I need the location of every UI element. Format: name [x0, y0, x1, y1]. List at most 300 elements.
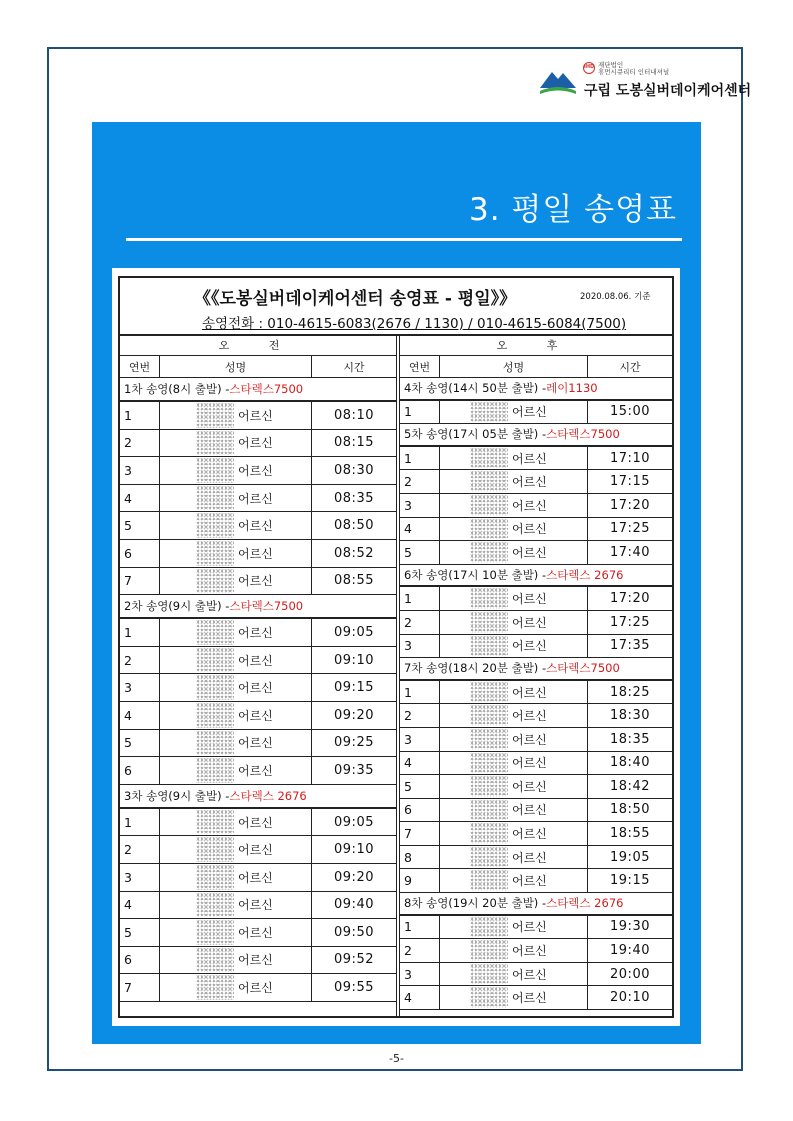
- trip-title: [400, 424, 672, 447]
- row-honorific: 어르신: [238, 519, 273, 534]
- redacted-name: [470, 448, 508, 469]
- row-time: 15:00: [610, 404, 650, 420]
- row-number: 3: [400, 635, 440, 658]
- table-row: [400, 470, 672, 494]
- row-honorific: 어르신: [238, 763, 273, 778]
- row-honorific: 어르신: [512, 615, 547, 630]
- row-honorific: 어르신: [238, 653, 273, 668]
- redacted-name: [196, 893, 234, 918]
- trip-departure: 6차 송영(17시 10분 출발) -: [404, 568, 547, 583]
- row-name: [440, 401, 588, 424]
- redacted-name: [196, 758, 234, 783]
- schedule-document: [118, 276, 674, 1018]
- row-number: 9: [400, 869, 440, 892]
- row-honorific: 어르신: [512, 967, 547, 982]
- redacted-name: [470, 612, 508, 633]
- trip-title: [400, 565, 672, 588]
- redacted-name: [470, 940, 508, 961]
- table-row: [120, 947, 396, 975]
- table-row: [400, 986, 672, 1010]
- row-time: 20:00: [610, 966, 650, 982]
- redacted-name: [196, 486, 234, 511]
- table-header: [400, 356, 672, 378]
- row-time: 17:35: [610, 638, 650, 654]
- row-time: 09:05: [334, 814, 374, 830]
- row-number: 1: [400, 447, 440, 470]
- row-honorific: 어르신: [512, 944, 547, 959]
- center-logo: [538, 61, 752, 100]
- trip-vehicle: 스타렉스7500: [546, 427, 620, 442]
- table-row: [120, 540, 396, 568]
- trip-departure: 2차 송영(9시 출발) -: [124, 599, 230, 614]
- table-row: [120, 974, 396, 1002]
- table-row: [120, 674, 396, 702]
- row-honorific: 어르신: [512, 498, 547, 513]
- row-honorific: 어르신: [238, 491, 273, 506]
- contact-phone: 송영전화 : 010-4615-6083(2676 / 1130) / 010-4615-6084(7500): [202, 316, 627, 332]
- row-number: 4: [120, 702, 160, 729]
- row-number: 2: [400, 939, 440, 962]
- row-time: 18:30: [610, 708, 650, 724]
- redacted-name: [470, 588, 508, 609]
- redacted-name: [470, 495, 508, 516]
- row-honorific: 어르신: [512, 779, 547, 794]
- row-name: [440, 846, 588, 869]
- row-number: 1: [400, 587, 440, 610]
- row-name: [440, 869, 588, 892]
- trip-vehicle: 스타렉스7500: [229, 599, 304, 614]
- row-number: 1: [400, 401, 440, 424]
- col-header-no: 연번: [400, 356, 440, 377]
- trip-title: [120, 378, 396, 402]
- table-header: [120, 356, 396, 378]
- row-name: [440, 799, 588, 822]
- row-number: 2: [400, 704, 440, 727]
- row-name: [160, 892, 312, 919]
- row-name: [160, 864, 312, 891]
- redacted-name: [196, 810, 234, 835]
- trip-vehicle: 스타렉스 2676: [546, 568, 624, 583]
- table-row: [400, 963, 672, 987]
- trip-vehicle: 레이1130: [546, 381, 598, 396]
- table-row: [120, 430, 396, 458]
- row-name: [160, 809, 312, 836]
- table-row: [120, 919, 396, 947]
- row-name: [440, 775, 588, 798]
- row-name: [440, 939, 588, 962]
- row-name: [160, 647, 312, 674]
- row-time: 17:15: [610, 474, 650, 490]
- row-name: [440, 587, 588, 610]
- row-honorific: 어르신: [238, 815, 273, 830]
- redacted-name: [196, 620, 234, 645]
- center-name: 구립 도봉실버데이케어센터: [584, 83, 752, 99]
- row-time: 19:15: [610, 873, 650, 889]
- redacted-name: [196, 703, 234, 728]
- redacted-name: [196, 975, 234, 1000]
- row-number: 7: [120, 568, 160, 595]
- row-number: 5: [400, 775, 440, 798]
- row-name: [440, 681, 588, 704]
- row-honorific: 어르신: [238, 898, 273, 913]
- row-honorific: 어르신: [512, 451, 547, 466]
- row-time: 09:15: [334, 680, 374, 696]
- row-name: [160, 836, 312, 863]
- row-name: [440, 518, 588, 541]
- trip-vehicle: 스타렉스7500: [546, 661, 620, 676]
- redacted-name: [196, 648, 234, 673]
- row-name: [440, 447, 588, 470]
- row-honorific: 어르신: [238, 870, 273, 885]
- row-name: [160, 619, 312, 646]
- redacted-name: [470, 753, 508, 774]
- row-time: 19:40: [610, 943, 650, 959]
- redacted-name: [196, 569, 234, 594]
- redacted-name: [196, 865, 234, 890]
- row-time: 09:10: [334, 652, 374, 668]
- row-honorific: 어르신: [512, 874, 547, 889]
- table-row: [120, 809, 396, 837]
- title-underline: [126, 238, 682, 241]
- redacted-name: [470, 870, 508, 891]
- row-number: 1: [120, 619, 160, 646]
- row-time: 20:10: [610, 990, 650, 1006]
- row-honorific: 어르신: [512, 709, 547, 724]
- redacted-name: [470, 964, 508, 985]
- row-time: 18:50: [610, 802, 650, 818]
- table-row: [120, 619, 396, 647]
- row-name: [440, 822, 588, 845]
- page-number: -5-: [389, 1052, 404, 1065]
- table-row: [400, 939, 672, 963]
- row-time: 18:42: [610, 778, 650, 794]
- row-time: 08:30: [334, 462, 374, 478]
- row-number: 6: [400, 799, 440, 822]
- trip-title: [400, 378, 672, 401]
- table-row: [120, 864, 396, 892]
- table-row: [400, 681, 672, 705]
- document-title: 《《도봉실버데이케어센터 송영표 - 평일》》: [194, 289, 517, 309]
- row-honorific: 어르신: [512, 685, 547, 700]
- row-honorific: 어르신: [238, 436, 273, 451]
- row-time: 08:15: [334, 435, 374, 451]
- row-time: 18:40: [610, 755, 650, 771]
- row-number: 5: [120, 512, 160, 539]
- row-time: 09:55: [334, 980, 374, 996]
- redacted-name: [470, 402, 508, 423]
- row-honorific: 어르신: [238, 708, 273, 723]
- redacted-name: [196, 541, 234, 566]
- redacted-name: [196, 431, 234, 456]
- row-time: 18:25: [610, 684, 650, 700]
- col-header-no: 연번: [120, 356, 160, 377]
- period-label: 오 전: [120, 334, 396, 356]
- row-number: 8: [400, 846, 440, 869]
- row-number: 3: [120, 864, 160, 891]
- row-number: 2: [120, 647, 160, 674]
- trip-title: [120, 785, 396, 809]
- table-row: [120, 485, 396, 513]
- row-honorific: 어르신: [512, 545, 547, 560]
- row-honorific: 어르신: [512, 639, 547, 654]
- row-name: [440, 963, 588, 986]
- row-time: 18:55: [610, 826, 650, 842]
- row-time: 08:35: [334, 490, 374, 506]
- row-number: 3: [400, 963, 440, 986]
- row-name: [160, 674, 312, 701]
- trip-departure: 7차 송영(18시 20분 출발) -: [404, 661, 547, 676]
- redacted-name: [196, 948, 234, 973]
- row-number: 3: [120, 674, 160, 701]
- afternoon-schedule: [400, 334, 672, 1010]
- table-row: [400, 752, 672, 776]
- row-time: 17:40: [610, 544, 650, 560]
- row-honorific: 어르신: [512, 475, 547, 490]
- page-title: 3. 평일 송영표: [468, 192, 677, 228]
- redacted-name: [196, 458, 234, 483]
- redacted-name: [196, 403, 234, 428]
- redacted-name: [470, 823, 508, 844]
- row-number: 5: [120, 919, 160, 946]
- table-row: [120, 730, 396, 758]
- row-name: [160, 757, 312, 784]
- redacted-name: [470, 471, 508, 492]
- row-name: [160, 402, 312, 429]
- row-name: [160, 919, 312, 946]
- row-number: 4: [400, 986, 440, 1009]
- table-row: [400, 822, 672, 846]
- row-number: 6: [120, 947, 160, 974]
- row-name: [160, 457, 312, 484]
- row-number: 3: [120, 457, 160, 484]
- table-row: [400, 799, 672, 823]
- row-name: [160, 540, 312, 567]
- row-number: 4: [400, 752, 440, 775]
- row-name: [440, 494, 588, 517]
- row-time: 09:05: [334, 624, 374, 640]
- row-number: 2: [120, 430, 160, 457]
- row-number: 2: [120, 836, 160, 863]
- row-honorific: 어르신: [238, 925, 273, 940]
- row-name: [440, 470, 588, 493]
- trip-departure: 4차 송영(14시 50분 출발) -: [404, 381, 547, 396]
- table-row: [400, 775, 672, 799]
- row-name: [160, 485, 312, 512]
- redacted-name: [470, 682, 508, 703]
- redacted-name: [470, 636, 508, 657]
- table-row: [400, 541, 672, 565]
- row-number: 1: [120, 402, 160, 429]
- row-time: 18:35: [610, 731, 650, 747]
- row-time: 19:05: [610, 849, 650, 865]
- row-name: [160, 730, 312, 757]
- row-number: 5: [120, 730, 160, 757]
- row-honorific: 어르신: [512, 827, 547, 842]
- row-honorific: 어르신: [238, 463, 273, 478]
- row-number: 5: [400, 541, 440, 564]
- table-row: [120, 892, 396, 920]
- row-time: 09:50: [334, 924, 374, 940]
- row-number: 2: [400, 611, 440, 634]
- row-honorific: 어르신: [238, 736, 273, 751]
- row-honorific: 어르신: [512, 803, 547, 818]
- row-time: 08:50: [334, 518, 374, 534]
- row-honorific: 어르신: [512, 592, 547, 607]
- redacted-name: [470, 800, 508, 821]
- redacted-name: [470, 705, 508, 726]
- badge-icon: IHD: [583, 62, 595, 74]
- row-honorific: 어르신: [238, 574, 273, 589]
- trip-departure: 5차 송영(17시 05분 출발) -: [404, 427, 547, 442]
- period-label: 오 후: [400, 334, 672, 356]
- redacted-name: [196, 837, 234, 862]
- morning-schedule: [120, 334, 396, 1002]
- col-header-time: 시간: [343, 360, 365, 374]
- redacted-name: [470, 847, 508, 868]
- row-time: 17:20: [610, 591, 650, 607]
- table-row: [120, 702, 396, 730]
- row-name: [440, 728, 588, 751]
- row-name: [440, 635, 588, 658]
- row-time: 08:52: [334, 545, 374, 561]
- table-row: [120, 512, 396, 540]
- redacted-name: [196, 920, 234, 945]
- row-number: 4: [400, 518, 440, 541]
- schedule-sheet: [112, 268, 680, 1026]
- row-honorific: 어르신: [238, 843, 273, 858]
- row-honorific: 어르신: [512, 756, 547, 771]
- org-name: 재단법인 휴먼시큐리티 인터내셔널: [598, 61, 670, 76]
- table-row: [120, 402, 396, 430]
- trip-title: [400, 893, 672, 916]
- row-number: 7: [120, 974, 160, 1001]
- redacted-name: [196, 731, 234, 756]
- row-number: 1: [400, 681, 440, 704]
- row-time: 09:52: [334, 952, 374, 968]
- redacted-name: [470, 519, 508, 540]
- table-row: [400, 587, 672, 611]
- table-row: [120, 568, 396, 596]
- table-row: [120, 836, 396, 864]
- col-header-name: 성명: [160, 356, 312, 377]
- row-honorific: 어르신: [512, 920, 547, 935]
- table-row: [400, 401, 672, 425]
- table-row: [400, 611, 672, 635]
- redacted-name: [196, 513, 234, 538]
- row-time: 09:20: [334, 869, 374, 885]
- trip-departure: 8차 송영(19시 20분 출발) -: [404, 896, 547, 911]
- row-time: 17:10: [610, 450, 650, 466]
- col-header-time: 시간: [619, 360, 641, 374]
- table-row: [400, 869, 672, 893]
- row-number: 7: [400, 822, 440, 845]
- row-name: [440, 916, 588, 939]
- trip-departure: 1차 송영(8시 출발) -: [124, 382, 230, 396]
- row-honorific: 어르신: [238, 546, 273, 561]
- row-time: 08:55: [334, 573, 374, 589]
- table-row: [120, 757, 396, 785]
- redacted-name: [196, 675, 234, 700]
- row-name: [160, 512, 312, 539]
- row-time: 09:10: [334, 842, 374, 858]
- table-row: [400, 494, 672, 518]
- row-honorific: 어르신: [512, 405, 547, 420]
- row-time: 09:40: [334, 897, 374, 913]
- table-row: [400, 447, 672, 471]
- row-honorific: 어르신: [238, 681, 273, 696]
- row-time: 17:25: [610, 614, 650, 630]
- row-honorific: 어르신: [512, 991, 547, 1006]
- table-row: [120, 457, 396, 485]
- row-honorific: 어르신: [512, 522, 547, 537]
- row-name: [440, 611, 588, 634]
- row-name: [440, 704, 588, 727]
- row-time: 17:25: [610, 521, 650, 537]
- row-number: 3: [400, 494, 440, 517]
- row-name: [160, 947, 312, 974]
- row-number: 1: [400, 916, 440, 939]
- row-number: 6: [120, 540, 160, 567]
- redacted-name: [470, 917, 508, 938]
- table-row: [400, 916, 672, 940]
- row-honorific: 어르신: [238, 981, 273, 996]
- trip-vehicle: 스타렉스7500: [229, 382, 304, 396]
- col-header-name: 성명: [440, 356, 588, 377]
- document-date: 2020.08.06. 기준: [580, 292, 651, 302]
- table-row: [400, 635, 672, 659]
- redacted-name: [470, 776, 508, 797]
- row-time: 19:30: [610, 919, 650, 935]
- trip-vehicle: 스타렉스 2676: [546, 896, 624, 911]
- row-time: 09:25: [334, 735, 374, 751]
- row-name: [160, 974, 312, 1001]
- row-honorific: 어르신: [512, 850, 547, 865]
- table-row: [400, 518, 672, 542]
- trip-title: [400, 658, 672, 681]
- document-header: [120, 278, 672, 336]
- trip-departure: 3차 송영(9시 출발) -: [124, 788, 230, 803]
- redacted-name: [470, 542, 508, 563]
- row-number: 2: [400, 470, 440, 493]
- trip-vehicle: 스타렉스 2676: [229, 788, 307, 803]
- redacted-name: [470, 987, 508, 1008]
- mountain-logo-icon: [538, 64, 578, 96]
- table-row: [120, 647, 396, 675]
- table-row: [400, 704, 672, 728]
- row-number: 4: [120, 485, 160, 512]
- row-name: [160, 430, 312, 457]
- row-honorific: 어르신: [512, 732, 547, 747]
- row-time: 09:35: [334, 762, 374, 778]
- row-number: 6: [120, 757, 160, 784]
- row-honorific: 어르신: [238, 953, 273, 968]
- row-honorific: 어르신: [238, 408, 273, 423]
- row-time: 08:10: [334, 407, 374, 423]
- row-honorific: 어르신: [238, 625, 273, 640]
- row-time: 17:20: [610, 497, 650, 513]
- row-name: [440, 752, 588, 775]
- redacted-name: [470, 729, 508, 750]
- table-row: [400, 728, 672, 752]
- trip-title: [120, 595, 396, 619]
- row-number: 4: [120, 892, 160, 919]
- row-time: 09:20: [334, 707, 374, 723]
- row-number: 1: [120, 809, 160, 836]
- row-name: [440, 541, 588, 564]
- row-name: [440, 986, 588, 1009]
- row-name: [160, 568, 312, 595]
- row-name: [160, 702, 312, 729]
